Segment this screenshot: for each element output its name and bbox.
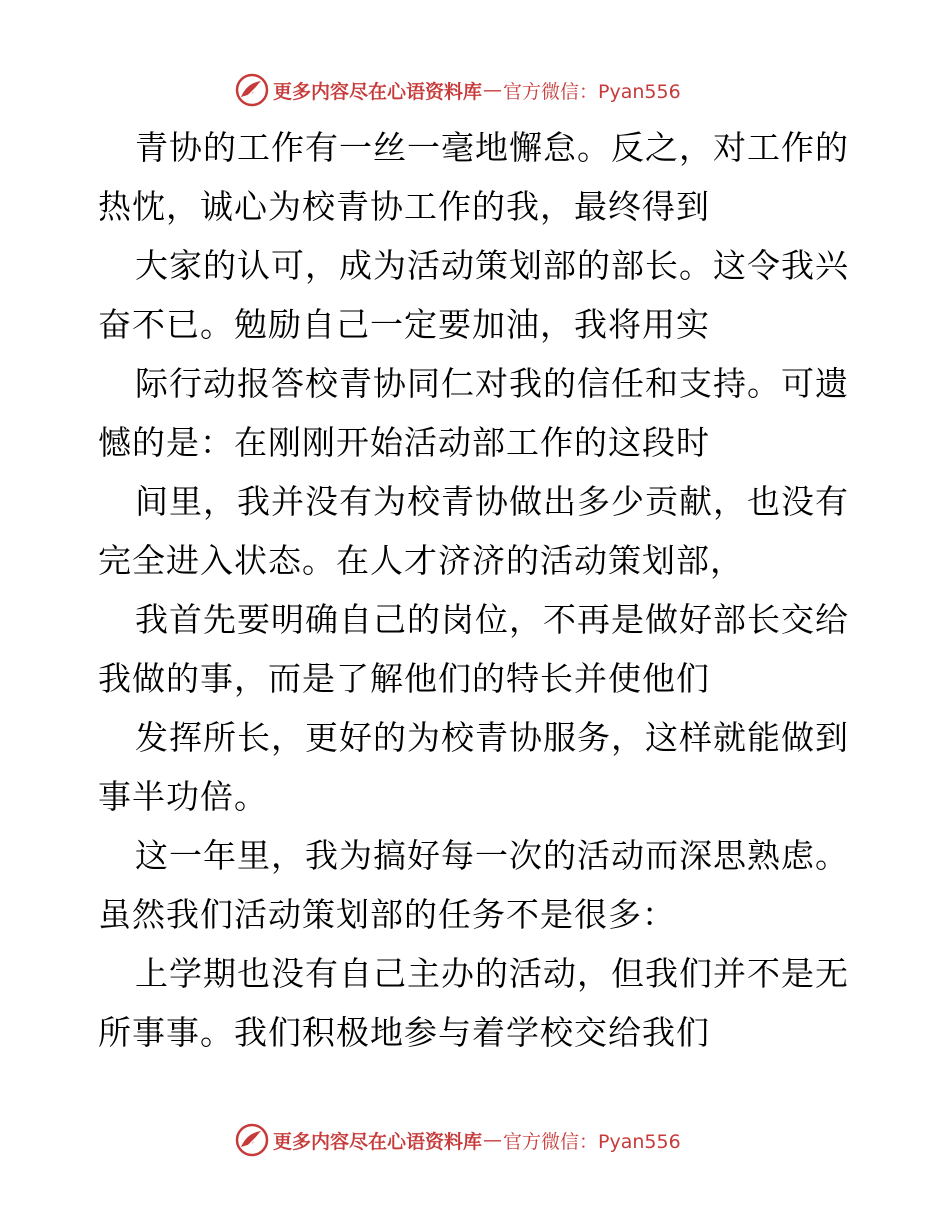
banner-dash: — xyxy=(483,1129,503,1151)
text-line: 虽然我们活动策划部的任务不是很多： xyxy=(98,895,676,934)
text-line: 所事事。我们积极地参与着学校交给我们 xyxy=(98,1013,710,1052)
text-line: 憾的是：在刚刚开始活动部工作的这段时 xyxy=(98,423,710,462)
pen-logo-icon xyxy=(235,1123,269,1157)
banner-site-text: 更多内容尽在心语资料库 xyxy=(273,1130,483,1153)
text-line: 热忱，诚心为校青协工作的我，最终得到 xyxy=(98,187,710,226)
text-line: 发挥所长，更好的为校青协服务，这样就能做到 xyxy=(135,718,849,757)
pen-logo-icon xyxy=(235,73,269,107)
header-banner xyxy=(235,72,715,108)
text-line: 间里，我并没有为校青协做出多少贡献，也没有 xyxy=(135,482,849,521)
text-line: 这一年里，我为搞好每一次的活动而深思熟虑。 xyxy=(135,836,849,875)
banner-wechat-text: 官方微信：Pyan556 xyxy=(503,1130,681,1153)
banner-site-text: 更多内容尽在心语资料库 xyxy=(273,80,483,103)
text-line: 上学期也没有自己主办的活动，但我们并不是无 xyxy=(135,954,849,993)
document-body xyxy=(98,118,858,1062)
banner-dash: — xyxy=(483,79,503,101)
footer-banner xyxy=(235,1122,715,1158)
text-line: 奋不已。勉励自己一定要加油，我将用实 xyxy=(98,305,710,344)
text-line: 事半功倍。 xyxy=(98,777,268,816)
text-line: 完全进入状态。在人才济济的活动策划部， xyxy=(98,541,744,580)
text-line: 际行动报答校青协同仁对我的信任和支持。可遗 xyxy=(135,364,849,403)
text-line: 大家的认可，成为活动策划部的部长。这令我兴 xyxy=(135,246,849,285)
banner-wechat-text: 官方微信：Pyan556 xyxy=(503,80,681,103)
text-line: 青协的工作有一丝一毫地懈怠。反之，对工作的 xyxy=(135,128,849,167)
text-line: 我首先要明确自己的岗位，不再是做好部长交给 xyxy=(135,600,849,639)
text-line: 我做的事，而是了解他们的特长并使他们 xyxy=(98,659,710,698)
